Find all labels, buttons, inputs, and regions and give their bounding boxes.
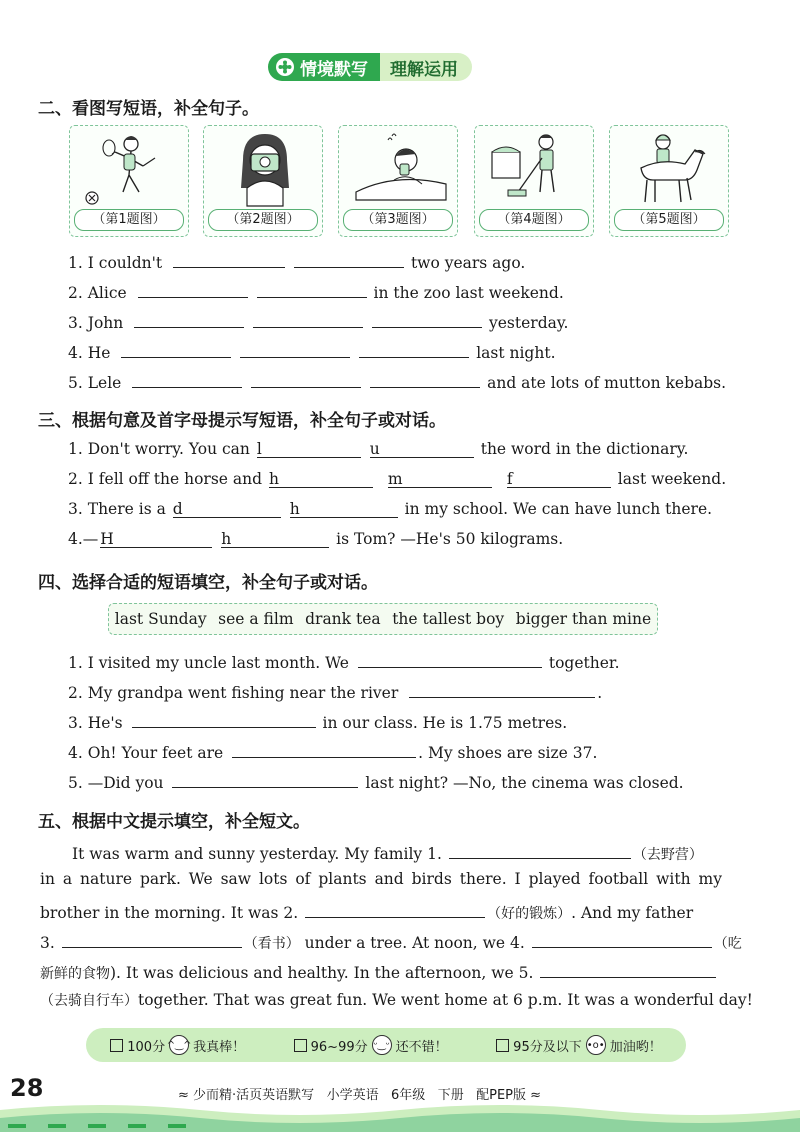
badge-right-text: 理解运用 (380, 53, 472, 81)
answer-blank[interactable] (172, 770, 358, 788)
checkbox[interactable] (110, 1039, 123, 1052)
answer-blank[interactable]: u (370, 440, 474, 458)
badminton-girl-icon (79, 130, 179, 210)
answer-blank[interactable]: m (388, 470, 492, 488)
word-option: see a film (218, 610, 294, 628)
s4-question-1: 1. I visited my uncle last month. We together. (68, 650, 620, 672)
score-option[interactable]: 100分 ^‿^ 我真棒！ (110, 1035, 245, 1055)
sick-boy-in-bed-icon (348, 130, 448, 210)
footer-wave-decoration (0, 1100, 800, 1132)
badge-primary (268, 53, 380, 81)
photo-girl-icon (213, 130, 313, 210)
wave-icon: ≈ (178, 1088, 189, 1103)
answer-blank[interactable] (253, 310, 363, 328)
answer-blank[interactable]: l (257, 440, 361, 458)
smiley-icon: ^‿^ (169, 1035, 189, 1055)
cleaning-boy-icon (484, 130, 584, 210)
s4-question-2: 2. My grandpa went fishing near the river . (68, 680, 602, 702)
section4-title: 四、选择合适的短语填空，补全句子或对话。 (38, 573, 378, 593)
answer-blank[interactable] (359, 340, 469, 358)
picture-3 (338, 125, 458, 237)
word-option: drank tea (305, 610, 381, 628)
passage-line-2: in a nature park. We saw lots of plants and birds there. I played football with my (40, 870, 722, 888)
word-option: last Sunday (114, 610, 207, 628)
answer-blank[interactable] (134, 310, 244, 328)
footer-info: ≈ 少而精·活页英语默写 小学英语 6年级 下册 配PEP版 ≈ (178, 1088, 542, 1103)
answer-blank[interactable] (372, 310, 482, 328)
s4-question-3: 3. He's in our class. He is 1.75 metres. (68, 710, 567, 732)
word-option: bigger than mine (515, 610, 652, 628)
answer-blank[interactable] (138, 280, 248, 298)
horse-rider-icon (619, 130, 719, 210)
answer-blank[interactable] (294, 250, 404, 268)
s2-question-1: 1. I couldn't two years ago. (68, 250, 525, 272)
passage-line-4: 3. （看书） under a tree. At noon, we 4. （吃 (40, 930, 730, 953)
s3-question-2: 2. I fell off the horse and h m f last weekend. (68, 470, 727, 488)
picture-4 (474, 125, 594, 237)
caption-5: （第5题图） (614, 209, 724, 231)
answer-blank[interactable] (173, 250, 285, 268)
answer-blank[interactable]: h (290, 500, 398, 518)
s2-question-2: 2. Alice in the zoo last weekend. (68, 280, 564, 302)
answer-blank[interactable] (121, 340, 231, 358)
passage-line-5: 新鲜的食物). It was delicious and healthy. In the afternoon, we 5. (40, 960, 730, 983)
flower-icon (276, 58, 294, 76)
answer-blank[interactable] (409, 680, 595, 698)
checkbox[interactable] (496, 1039, 509, 1052)
score-option[interactable]: 95分及以下 •o• 加油哟！ (496, 1035, 662, 1055)
answer-blank[interactable]: h (269, 470, 373, 488)
passage-line-3: brother in the morning. It was 2. （好的锻炼）. And my father (40, 900, 730, 923)
smile-icon: ᵕ‿ᵕ (372, 1035, 392, 1055)
answer-blank[interactable]: f (507, 470, 611, 488)
passage-line-1: It was warm and sunny yesterday. My family 1. （去野营） (72, 841, 732, 864)
checkbox[interactable] (294, 1039, 307, 1052)
picture-5 (609, 125, 729, 237)
answer-blank[interactable] (132, 370, 242, 388)
answer-blank[interactable] (132, 710, 316, 728)
answer-blank[interactable] (240, 340, 350, 358)
answer-blank[interactable] (449, 841, 631, 859)
section2-title: 二、看图写短语，补全句子。 (38, 99, 259, 119)
s3-question-3: 3. There is a d h in my school. We can have lunch there. (68, 500, 713, 518)
section3-title: 三、根据句意及首字母提示写短语，补全句子或对话。 (38, 411, 446, 431)
caption-3: （第3题图） (343, 209, 453, 231)
answer-blank[interactable] (257, 280, 367, 298)
answer-blank[interactable] (62, 930, 242, 948)
self-assessment-bar (86, 1028, 686, 1062)
picture-2 (203, 125, 323, 237)
s2-question-5: 5. Lele and ate lots of mutton kebabs. (68, 370, 726, 392)
s3-question-4: 4.— H h is Tom? —He's 50 kilograms. (68, 530, 564, 548)
caption-1: （第1题图） (74, 209, 184, 231)
s2-question-3: 3. John yesterday. (68, 310, 568, 332)
s4-question-4: 4. Oh! Your feet are . My shoes are size 37. (68, 740, 597, 762)
answer-blank[interactable]: d (173, 500, 281, 518)
answer-blank[interactable]: h (221, 530, 329, 548)
section5-title: 五、根据中文提示填空，补全短文。 (38, 812, 310, 832)
answer-blank[interactable] (305, 900, 485, 918)
word-option: the tallest boy (392, 610, 505, 628)
s3-question-1: 1. Don't worry. You can l u the word in the dictionary. (68, 440, 689, 458)
word-bank (108, 603, 658, 635)
caption-2: （第2题图） (208, 209, 318, 231)
passage-line-6: （去骑自行车）together. That was great fun. We went home at 6 p.m. It was a wonderful day! (40, 991, 753, 1009)
section-badge (268, 52, 472, 82)
answer-blank[interactable] (358, 650, 542, 668)
badge-left-text: 情境默写 (300, 59, 368, 80)
caption-4: （第4题图） (479, 209, 589, 231)
answer-blank[interactable] (251, 370, 361, 388)
picture-1 (69, 125, 189, 237)
wave-icon: ≈ (530, 1088, 542, 1103)
answer-blank[interactable]: H (100, 530, 212, 548)
answer-blank[interactable] (540, 960, 716, 978)
s2-question-4: 4. He last night. (68, 340, 556, 362)
answer-blank[interactable] (232, 740, 416, 758)
page-number: 28 (10, 1074, 44, 1102)
s4-question-5: 5. —Did you last night? —No, the cinema was closed. (68, 770, 684, 792)
score-option[interactable]: 96~99分 ᵕ‿ᵕ 还不错！ (294, 1035, 448, 1055)
cheer-icon: •o• (586, 1035, 606, 1055)
answer-blank[interactable] (532, 930, 712, 948)
answer-blank[interactable] (370, 370, 480, 388)
